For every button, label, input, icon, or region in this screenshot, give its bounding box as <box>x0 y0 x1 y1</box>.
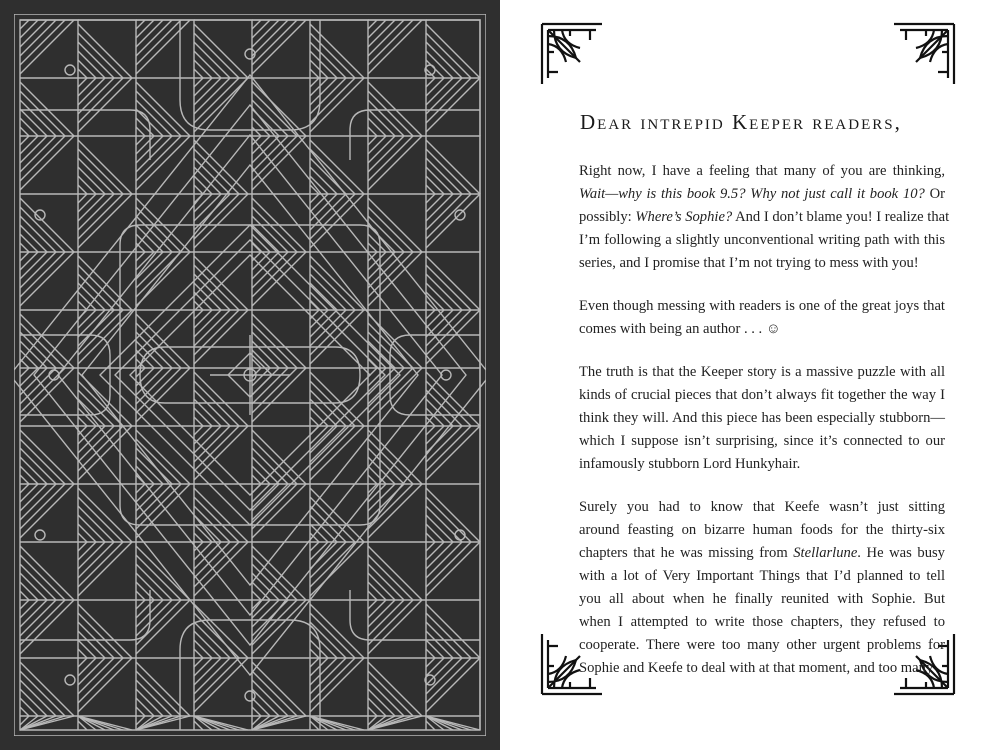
text-line: you all about when he finally reunited with Sophie. But <box>579 591 945 607</box>
text-line: chapters that he was missing from Stellarlune. He was busy <box>579 545 945 561</box>
text-line: comes with being an author . . . ☺ <box>579 321 781 337</box>
text-line: The truth is that the Keeper story is a massive puzzle with all <box>579 364 945 380</box>
text-line: possibly: Where’s Sophie? And I don’t blame you! I realize that <box>579 209 950 225</box>
text-line: around feasting on bizarre human foods for the thirty-six <box>579 522 945 538</box>
letter-paragraph <box>579 160 950 275</box>
text-line: think they will. And this piece has been especially stubborn— <box>579 410 945 426</box>
letter-paragraph <box>579 361 945 476</box>
text-line: series, and I promise that I’m not trying to mess with you! <box>579 255 919 271</box>
text-line: I’m following a slightly unconventional writing path with this <box>579 232 945 248</box>
text-line: which I suppose isn’t surprising, since it’s connected to our <box>579 433 945 449</box>
text-line: Wait—why is this book 9.5? Why not just call it book 10? Or <box>579 186 945 202</box>
text-line: kinds of crucial pieces that don’t always fit together the way I <box>579 387 945 403</box>
text-line: Right now, I have a feeling that many of you are thinking, <box>579 163 945 179</box>
text-line: cooperate. There were too many other urgent problems for <box>579 637 945 653</box>
letter-paragraph <box>579 496 945 680</box>
text-line: with a lot of Very Important Things that I’d planned to tell <box>579 568 945 584</box>
letter-body <box>579 160 950 700</box>
letter-page <box>500 0 1000 750</box>
text-line: Even though messing with readers is one of the great joys that <box>579 298 945 314</box>
text-line: Surely you had to know that Keefe wasn’t just sitting <box>579 499 945 515</box>
text-line: Sophie and Keefe to deal with at that moment, and too many <box>579 660 934 676</box>
corner-ornament-icon <box>540 22 604 86</box>
text-line: when I attempted to write those chapters, they refused to <box>579 614 945 630</box>
corner-ornament-icon <box>892 22 956 86</box>
letter-salutation: Dear intrepid Keeper readers, <box>580 110 902 134</box>
text-line: infamously stubborn Lord Hunkyhair. <box>579 456 801 472</box>
letter-paragraph <box>579 295 945 341</box>
